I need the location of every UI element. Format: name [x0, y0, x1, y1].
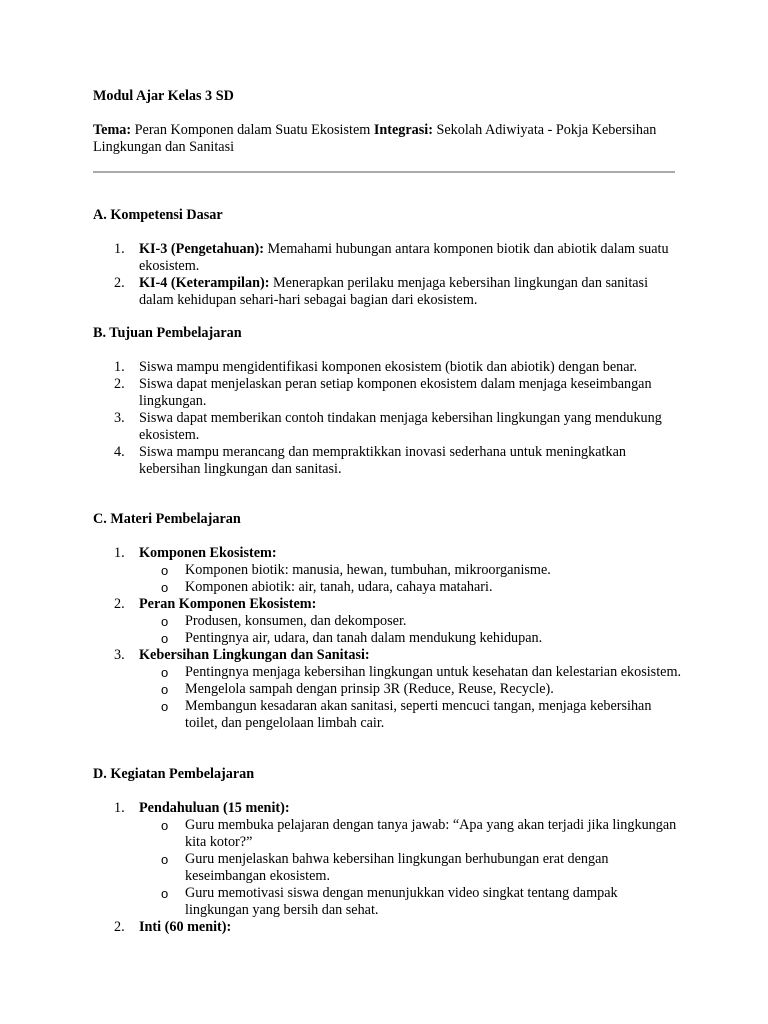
section-heading-tujuan: B. Tujuan Pembelajaran [93, 325, 242, 341]
tujuan-list [93, 359, 683, 478]
theme-line [93, 122, 683, 156]
list-number: 2. [114, 596, 125, 612]
list-number: 1. [114, 545, 125, 561]
list-item [93, 596, 683, 647]
item-label: Komponen Ekosistem: [139, 545, 277, 561]
item-text: Siswa dapat menjelaskan peran setiap komponen ekosistem dalam menjaga keseimbangan lingkungan. [139, 376, 652, 409]
item-label: Inti (60 menit): [139, 919, 232, 935]
list-number: 1. [114, 241, 125, 257]
list-number: 1. [114, 800, 125, 816]
sub-list-item [139, 630, 683, 647]
sub-list-item [139, 562, 683, 579]
list-item [93, 545, 683, 596]
section-heading-kegiatan: D. Kegiatan Pembelajaran [93, 766, 255, 782]
sub-item-text: Pentingnya air, udara, dan tanah dalam mendukung kehidupan. [185, 630, 543, 646]
list-item [93, 410, 683, 444]
sub-list-item [139, 681, 683, 698]
circle-bullet-icon: o [161, 886, 169, 901]
list-item [93, 919, 683, 936]
circle-bullet-icon: o [161, 614, 169, 629]
sub-list [139, 817, 683, 919]
list-item [93, 376, 683, 410]
item-text: Siswa mampu mengidentifikasi komponen ekosistem (biotik dan abiotik) dengan benar. [139, 359, 638, 375]
list-item [93, 800, 683, 919]
item-text: Menerapkan perilaku menjaga kebersihan lingkungan dan sanitasi dalam kehidupan sehari-hari sebagai bagian dari ekosistem. [139, 275, 649, 308]
sub-item-text: Pentingnya menjaga kebersihan lingkungan untuk kesehatan dan kelestarian ekosistem. [185, 664, 682, 680]
kompetensi-list [93, 241, 683, 309]
sub-list-item [139, 613, 683, 630]
document-title: Modul Ajar Kelas 3 SD [93, 88, 234, 104]
item-label: Kebersihan Lingkungan dan Sanitasi: [139, 647, 370, 663]
list-item [93, 241, 683, 275]
list-number: 2. [114, 919, 125, 935]
sub-list-item [139, 885, 683, 919]
circle-bullet-icon: o [161, 818, 169, 833]
list-number: 2. [114, 376, 125, 392]
list-item [93, 647, 683, 732]
theme-value: Peran Komponen dalam Suatu Ekosistem [134, 122, 371, 138]
item-label: Peran Komponen Ekosistem: [139, 596, 317, 612]
materi-list [93, 545, 683, 732]
list-number: 4. [114, 444, 125, 460]
circle-bullet-icon: o [161, 631, 169, 646]
item-text: Siswa dapat memberikan contoh tindakan menjaga kebersihan lingkungan yang mendukung ekosistem. [139, 410, 662, 443]
sub-item-text: Guru membuka pelajaran dengan tanya jawab: “Apa yang akan terjadi jika lingkungan kita kotor?” [185, 817, 677, 850]
list-number: 3. [114, 647, 125, 663]
item-label: KI-4 (Keterampilan): [139, 275, 270, 291]
sub-list [139, 613, 683, 647]
list-item [93, 444, 683, 478]
section-heading-kompetensi: A. Kompetensi Dasar [93, 207, 223, 223]
list-number: 3. [114, 410, 125, 426]
item-text: Siswa mampu merancang dan mempraktikkan inovasi sederhana untuk meningkatkan kebersihan lingkungan dan sanitasi. [139, 444, 626, 477]
item-text: Memahami hubungan antara komponen biotik dan abiotik dalam suatu ekosistem. [139, 241, 669, 274]
sub-list-item [139, 698, 683, 732]
sub-list-item [139, 817, 683, 851]
sub-item-text: Membangun kesadaran akan sanitasi, seperti mencuci tangan, menjaga kebersihan toilet, dan pengelolaan limbah cair. [185, 698, 652, 731]
circle-bullet-icon: o [161, 852, 169, 867]
list-item [93, 275, 683, 309]
circle-bullet-icon: o [161, 665, 169, 680]
circle-bullet-icon: o [161, 580, 169, 595]
sub-list-item [139, 579, 683, 596]
integration-label: Integrasi: [373, 122, 433, 138]
theme-label: Tema: [93, 122, 132, 138]
list-item [93, 359, 683, 376]
sub-item-text: Komponen biotik: manusia, hewan, tumbuhan, mikroorganisme. [185, 562, 551, 578]
sub-list [139, 562, 683, 596]
list-number: 1. [114, 359, 125, 375]
circle-bullet-icon: o [161, 563, 169, 578]
circle-bullet-icon: o [161, 699, 169, 714]
sub-list-item [139, 851, 683, 885]
sub-item-text: Produsen, konsumen, dan dekomposer. [185, 613, 407, 629]
item-label: Pendahuluan (15 menit): [139, 800, 290, 816]
kegiatan-list [93, 800, 683, 936]
sub-list [139, 664, 683, 732]
sub-item-text: Komponen abiotik: air, tanah, udara, cahaya matahari. [185, 579, 493, 595]
sub-item-text: Mengelola sampah dengan prinsip 3R (Reduce, Reuse, Recycle). [185, 681, 554, 697]
sub-item-text: Guru menjelaskan bahwa kebersihan lingkungan berhubungan erat dengan keseimbangan ekosistem. [185, 851, 609, 884]
section-heading-materi: C. Materi Pembelajaran [93, 511, 241, 527]
sub-item-text: Guru memotivasi siswa dengan menunjukkan video singkat tentang dampak lingkungan yang bersih dan sehat. [185, 885, 618, 918]
horizontal-divider [93, 171, 675, 173]
item-label: KI-3 (Pengetahuan): [139, 241, 264, 257]
integration-value: Sekolah Adiwiyata - Pokja Kebersihan Lingkungan dan Sanitasi [93, 122, 657, 155]
sub-list-item [139, 664, 683, 681]
list-number: 2. [114, 275, 125, 291]
circle-bullet-icon: o [161, 682, 169, 697]
